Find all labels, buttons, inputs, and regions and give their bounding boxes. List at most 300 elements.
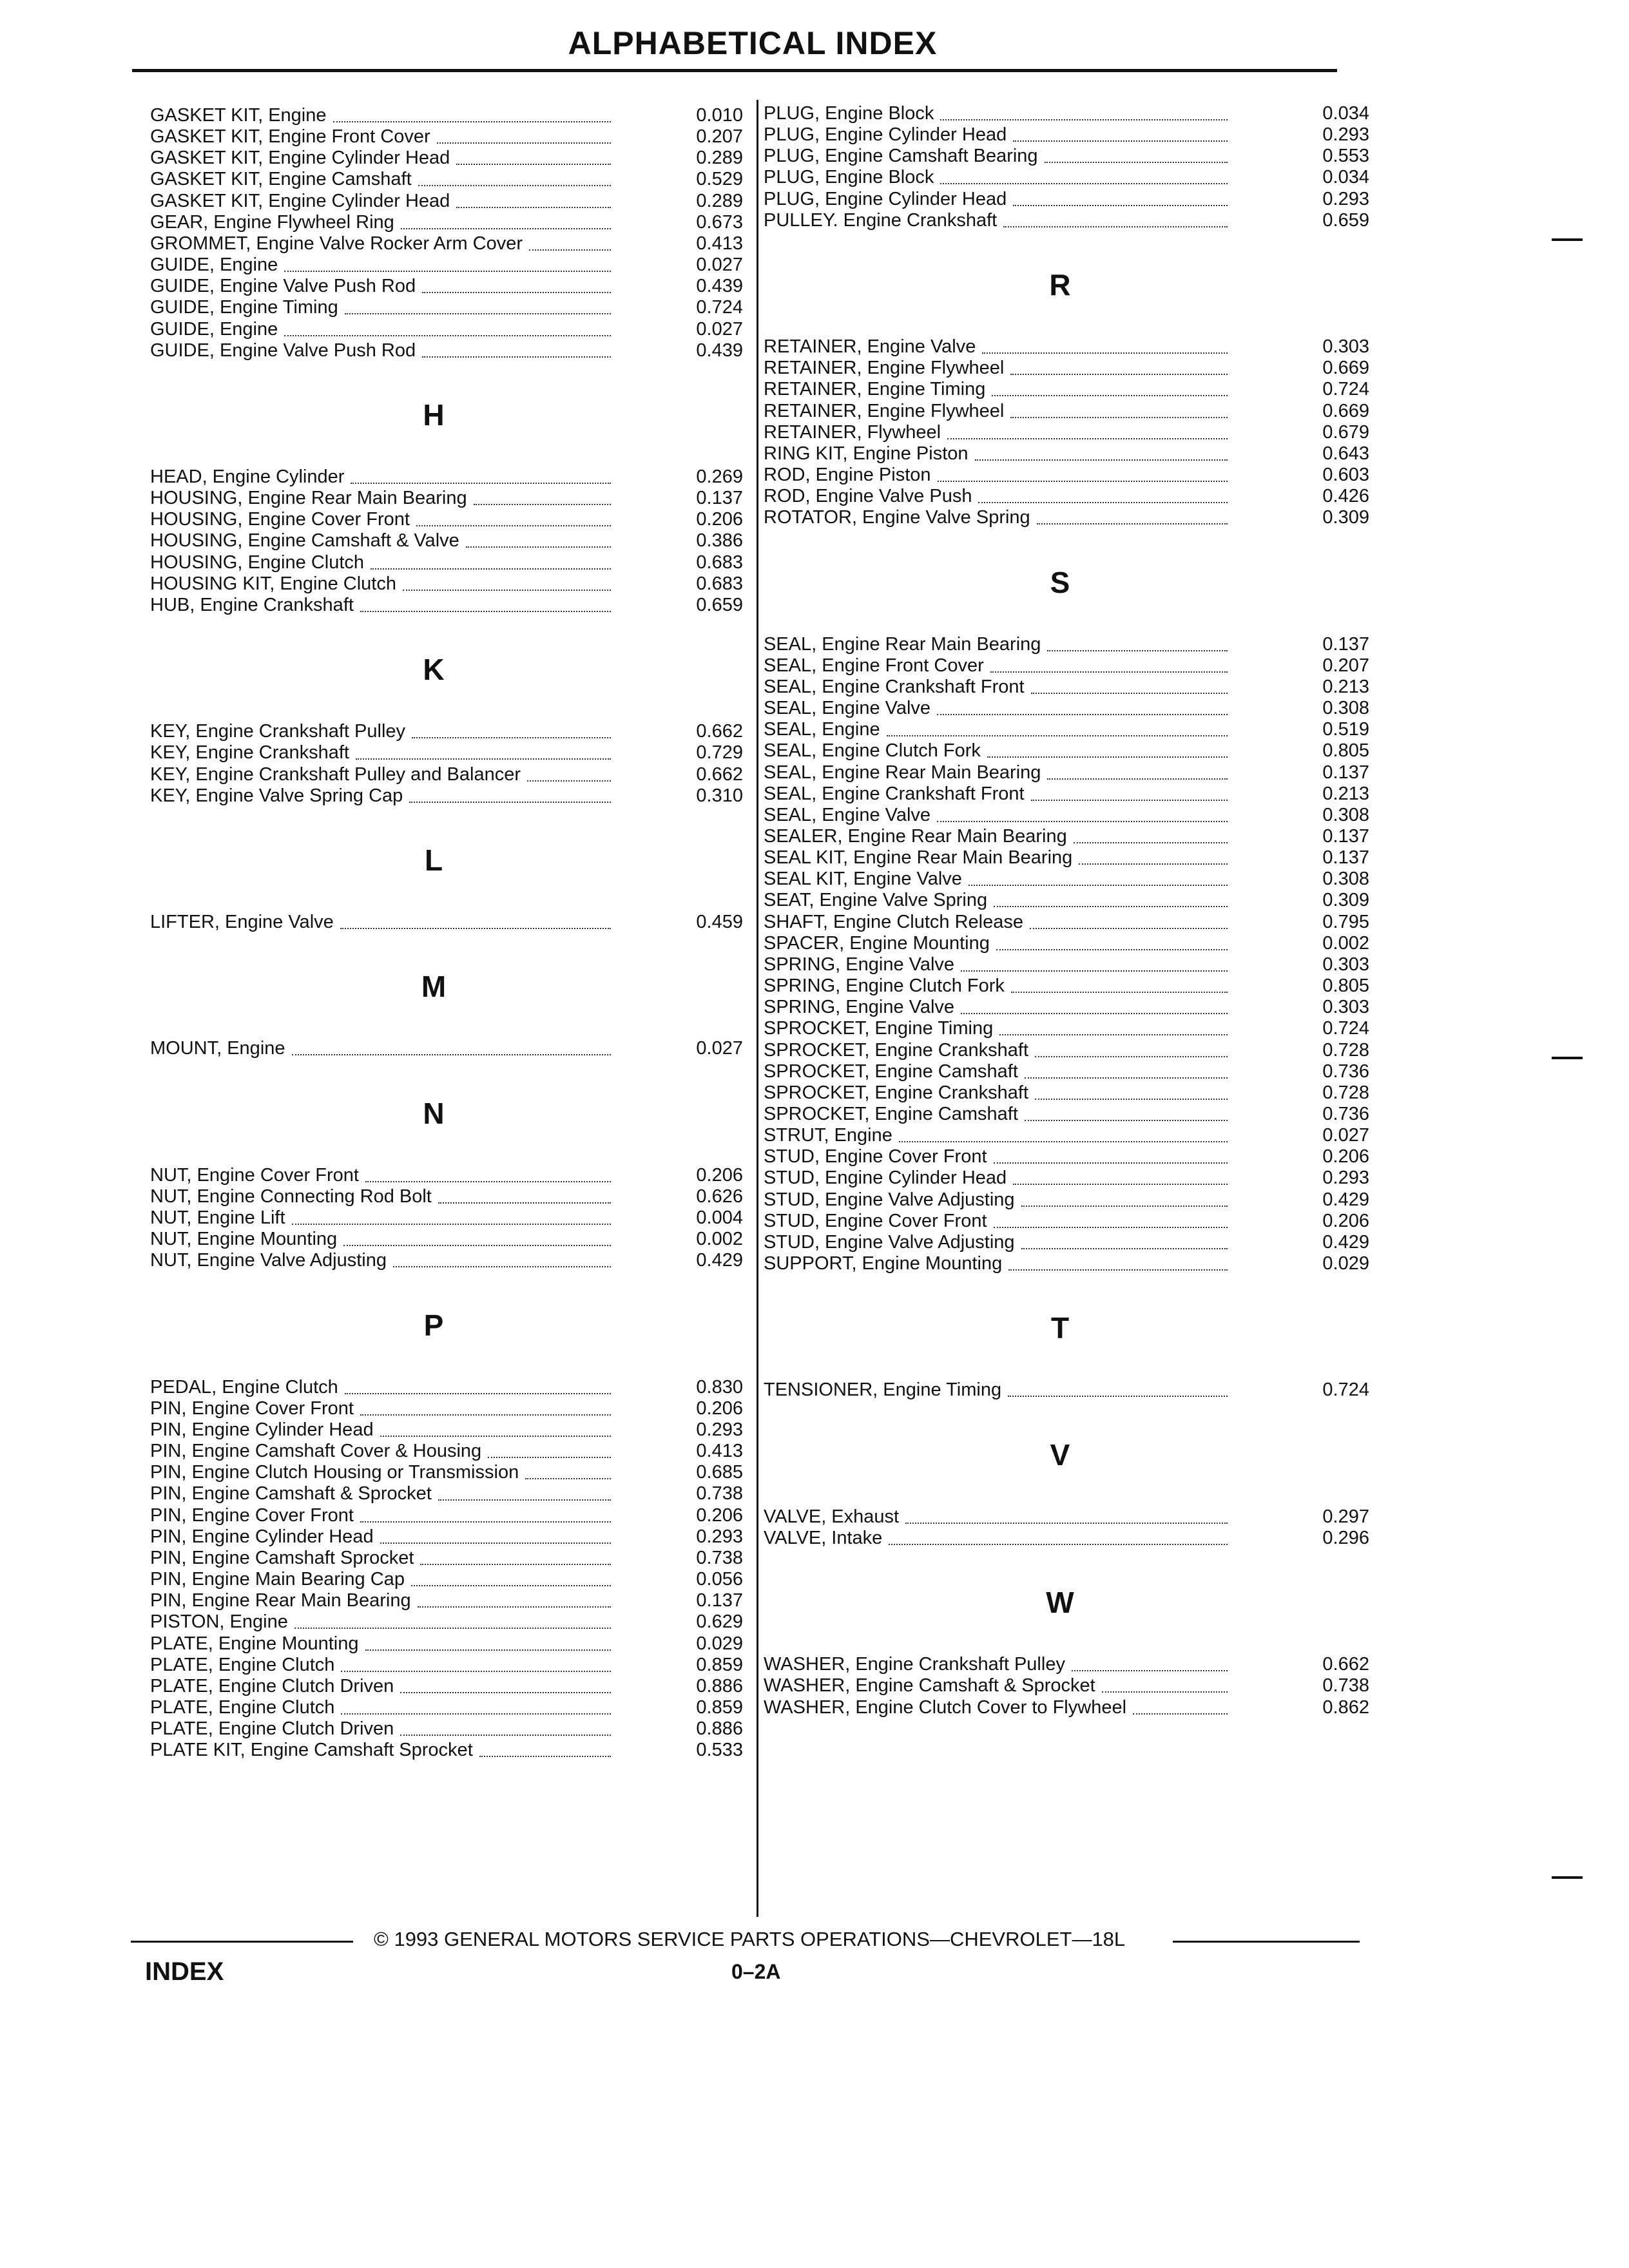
entry-page-ref: 0.213	[1322, 676, 1369, 697]
entry-name: LIFTER, Engine Valve	[150, 912, 334, 933]
dot-leader	[527, 780, 611, 782]
entry-name: GUIDE, Engine Valve Push Rod	[150, 276, 416, 297]
entry-name: WASHER, Engine Clutch Cover to Flywheel	[764, 1696, 1127, 1718]
entry-page-ref: 0.269	[696, 466, 743, 487]
dot-leader	[356, 758, 611, 760]
dot-leader	[365, 1649, 612, 1651]
entry-page-ref: 0.729	[696, 742, 743, 764]
entry-page-ref: 0.309	[1322, 890, 1369, 911]
margin-mark	[1552, 1876, 1583, 1879]
dot-leader	[889, 1544, 1228, 1545]
entry-name: GASKET KIT, Engine Cylinder Head	[150, 190, 450, 211]
index-entry	[150, 233, 743, 255]
dot-leader	[403, 590, 611, 591]
entry-name: SPRING, Engine Valve	[764, 997, 955, 1018]
entry-name: GEAR, Engine Flywheel Ring	[150, 211, 394, 233]
entry-page-ref: 0.010	[696, 105, 743, 126]
entry-page-ref: 0.629	[696, 1611, 743, 1633]
entry-page-ref: 0.303	[1322, 336, 1369, 358]
entry-page-ref: 0.004	[696, 1207, 743, 1229]
entry-name: SEAL KIT, Engine Rear Main Bearing	[764, 847, 1073, 869]
index-entry	[150, 721, 743, 742]
dot-leader	[437, 142, 611, 144]
index-entry	[764, 1082, 1369, 1104]
entry-name: KEY, Engine Crankshaft Pulley	[150, 721, 406, 742]
dot-leader	[1031, 800, 1228, 801]
entry-page-ref: 0.736	[1322, 1061, 1369, 1082]
dot-leader	[474, 504, 611, 505]
index-entry	[150, 1229, 743, 1250]
index-entry	[150, 1740, 743, 1761]
entry-page-ref: 0.724	[1322, 379, 1369, 400]
entry-page-ref: 0.738	[1322, 1675, 1369, 1696]
index-entry	[150, 297, 743, 318]
entry-page-ref: 0.724	[1322, 1018, 1369, 1039]
section-letter: P	[423, 1308, 444, 1342]
index-entry	[764, 805, 1369, 826]
dot-leader	[420, 1564, 611, 1565]
dot-leader	[1013, 1184, 1228, 1185]
dot-leader	[994, 1227, 1228, 1228]
dot-leader	[438, 1202, 611, 1204]
index-entry	[764, 1675, 1369, 1696]
index-entry	[764, 336, 1369, 358]
index-entry	[764, 1528, 1369, 1549]
entry-name: STUD, Engine Cover Front	[764, 1210, 987, 1231]
entry-name: STUD, Engine Cover Front	[764, 1146, 987, 1168]
dot-leader	[393, 1266, 611, 1267]
entry-page-ref: 0.429	[1322, 1189, 1369, 1210]
index-entry	[764, 869, 1369, 890]
entry-page-ref: 0.002	[696, 1229, 743, 1250]
entry-page-ref: 0.683	[696, 552, 743, 573]
entry-page-ref: 0.738	[696, 1483, 743, 1504]
dot-leader	[284, 335, 611, 336]
index-entry	[150, 126, 743, 148]
dot-leader	[292, 1054, 611, 1055]
entry-name: KEY, Engine Valve Spring Cap	[150, 785, 403, 806]
page-title: ALPHABETICAL INDEX	[568, 25, 938, 61]
entry-name: NUT, Engine Lift	[150, 1207, 285, 1229]
dot-leader	[905, 1523, 1228, 1524]
index-entry	[764, 1018, 1369, 1039]
entry-page-ref: 0.289	[696, 148, 743, 169]
margin-mark	[1552, 1057, 1583, 1059]
dot-leader	[1037, 523, 1228, 524]
index-entry	[150, 169, 743, 190]
entry-page-ref: 0.886	[696, 1675, 743, 1696]
dot-leader	[1133, 1713, 1228, 1715]
entry-page-ref: 0.662	[1322, 1654, 1369, 1675]
entry-name: SPROCKET, Engine Camshaft	[764, 1061, 1018, 1082]
index-entry	[150, 1207, 743, 1229]
dot-leader	[422, 356, 611, 358]
entry-page-ref: 0.386	[696, 530, 743, 552]
entry-name: PLATE, Engine Clutch	[150, 1696, 335, 1718]
entry-name: PLATE, Engine Clutch Driven	[150, 1675, 394, 1696]
dot-leader	[1035, 1099, 1228, 1100]
entry-page-ref: 0.293	[696, 1526, 743, 1547]
section-letter: W	[1046, 1586, 1074, 1620]
entry-name: HUB, Engine Crankshaft	[150, 594, 354, 615]
title-rule	[132, 69, 1337, 72]
index-entry	[764, 1061, 1369, 1082]
section-letter: T	[1050, 1311, 1070, 1345]
entry-page-ref: 0.830	[696, 1376, 743, 1398]
entry-page-ref: 0.662	[696, 764, 743, 785]
entry-page-ref: 0.002	[1322, 932, 1369, 954]
dot-leader	[360, 611, 611, 612]
index-entry	[764, 443, 1369, 465]
index-entry	[764, 1253, 1369, 1274]
entry-page-ref: 0.308	[1322, 869, 1369, 890]
entry-name: PIN, Engine Rear Main Bearing	[150, 1590, 411, 1611]
index-entry	[764, 1654, 1369, 1675]
footer-section-label: INDEX	[145, 1957, 224, 1986]
entry-page-ref: 0.308	[1322, 698, 1369, 719]
entry-page-ref: 0.805	[1322, 975, 1369, 997]
entry-name: SEALER, Engine Rear Main Bearing	[764, 826, 1067, 847]
entry-name: PLUG, Engine Block	[764, 167, 934, 188]
entry-page-ref: 0.683	[696, 573, 743, 594]
dot-leader	[1008, 1396, 1228, 1397]
entry-page-ref: 0.293	[1322, 124, 1369, 146]
dot-leader	[982, 352, 1228, 354]
entry-page-ref: 0.439	[696, 340, 743, 361]
entry-name: PIN, Engine Camshaft & Sprocket	[150, 1483, 432, 1504]
dot-leader	[1021, 1248, 1228, 1249]
index-entry	[764, 1104, 1369, 1125]
entry-name: SEAL, Engine Valve	[764, 698, 931, 719]
index-entry	[764, 783, 1369, 805]
dot-leader	[345, 1393, 611, 1394]
index-entry	[150, 1462, 743, 1483]
entry-name: PIN, Engine Cylinder Head	[150, 1419, 374, 1440]
entry-name: NUT, Engine Connecting Rod Bolt	[150, 1186, 432, 1207]
entry-name: SPROCKET, Engine Camshaft	[764, 1103, 1018, 1124]
entry-name: HOUSING, Engine Cover Front	[150, 509, 410, 530]
entry-page-ref: 0.206	[696, 1164, 743, 1186]
entry-name: NUT, Engine Cover Front	[150, 1164, 359, 1186]
entry-name: GUIDE, Engine Valve Push Rod	[150, 340, 416, 361]
entry-name: PEDAL, Engine Clutch	[150, 1376, 338, 1398]
dot-leader	[412, 737, 611, 738]
entry-name: WASHER, Engine Crankshaft Pulley	[764, 1654, 1065, 1675]
entry-page-ref: 0.207	[1322, 655, 1369, 676]
entry-name: SEAL, Engine Crankshaft Front	[764, 676, 1025, 697]
dot-leader	[418, 185, 611, 186]
entry-page-ref: 0.310	[696, 785, 743, 806]
dot-leader	[996, 949, 1228, 950]
index-entry	[764, 890, 1369, 911]
index-entry	[764, 146, 1369, 167]
entry-page-ref: 0.673	[696, 211, 743, 233]
index-entry	[764, 847, 1369, 869]
entry-page-ref: 0.724	[696, 297, 743, 318]
index-entry	[150, 530, 743, 552]
index-entry	[764, 507, 1369, 528]
index-entry	[150, 276, 743, 297]
index-entry	[764, 698, 1369, 719]
entry-name: KEY, Engine Crankshaft	[150, 742, 349, 764]
dot-leader	[340, 928, 611, 929]
entry-page-ref: 0.303	[1322, 997, 1369, 1018]
dot-leader	[1045, 162, 1228, 163]
entry-page-ref: 0.137	[696, 488, 743, 509]
dot-leader	[401, 228, 611, 229]
footer-rule-left	[131, 1941, 353, 1943]
entry-name: STUD, Engine Valve Adjusting	[764, 1231, 1015, 1253]
dot-leader	[1047, 650, 1228, 651]
section-letter: S	[1050, 565, 1070, 599]
entry-name: SEAL, Engine Clutch Fork	[764, 740, 981, 762]
index-entry	[150, 1038, 743, 1059]
entry-name: GASKET KIT, Engine Cylinder Head	[150, 148, 450, 169]
entry-name: PIN, Engine Main Bearing Cap	[150, 1569, 405, 1590]
dot-leader	[994, 1162, 1228, 1164]
entry-page-ref: 0.293	[1322, 1168, 1369, 1189]
entry-page-ref: 0.413	[696, 233, 743, 254]
entry-name: SPACER, Engine Mounting	[764, 932, 990, 954]
dot-leader	[1025, 1077, 1228, 1079]
index-entry	[764, 677, 1369, 698]
section-letter: H	[423, 398, 445, 432]
entry-page-ref: 0.027	[696, 255, 743, 276]
index-entry	[764, 189, 1369, 210]
entry-name: SEAL, Engine Rear Main Bearing	[764, 762, 1041, 783]
index-entry	[150, 1590, 743, 1611]
entry-page-ref: 0.056	[696, 1569, 743, 1590]
entry-name: SPROCKET, Engine Crankshaft	[764, 1082, 1029, 1103]
dot-leader	[360, 1521, 611, 1523]
index-entry	[150, 785, 743, 807]
entry-name: SEAL, Engine	[764, 719, 880, 740]
entry-page-ref: 0.137	[1322, 762, 1369, 783]
entry-page-ref: 0.206	[1322, 1210, 1369, 1231]
dot-leader	[400, 1692, 611, 1693]
entry-page-ref: 0.459	[696, 912, 743, 933]
dot-leader	[529, 249, 611, 251]
entry-page-ref: 0.297	[1322, 1506, 1369, 1527]
entry-name: PIN, Engine Cylinder Head	[150, 1526, 374, 1547]
dot-leader	[1013, 205, 1228, 206]
entry-page-ref: 0.029	[1322, 1253, 1369, 1274]
entry-page-ref: 0.293	[696, 1419, 743, 1440]
index-entry	[150, 509, 743, 530]
entry-page-ref: 0.027	[696, 318, 743, 340]
dot-leader	[333, 121, 612, 122]
dot-leader	[937, 821, 1228, 822]
index-entry	[150, 1569, 743, 1590]
index-entry	[150, 488, 743, 509]
dot-leader	[1074, 842, 1228, 843]
entry-name: SPRING, Engine Clutch Fork	[764, 975, 1005, 997]
dot-leader	[994, 906, 1228, 907]
entry-page-ref: 0.529	[696, 169, 743, 190]
dot-leader	[961, 1013, 1228, 1014]
entry-name: NUT, Engine Mounting	[150, 1229, 338, 1250]
dot-leader	[978, 502, 1228, 503]
entry-name: PLATE, Engine Clutch	[150, 1654, 335, 1675]
entry-name: SEAL, Engine Valve	[764, 804, 931, 825]
entry-page-ref: 0.296	[1322, 1527, 1369, 1548]
index-entry	[764, 933, 1369, 954]
dot-leader	[1079, 863, 1228, 865]
index-entry	[764, 826, 1369, 847]
entry-name: PIN, Engine Cover Front	[150, 1504, 354, 1526]
entry-page-ref: 0.862	[1322, 1696, 1369, 1718]
index-entry	[150, 1398, 743, 1419]
index-entry	[764, 1379, 1369, 1401]
dot-leader	[887, 735, 1228, 736]
dot-leader	[1047, 778, 1228, 780]
entry-name: GUIDE, Engine Timing	[150, 297, 338, 318]
entry-page-ref: 0.439	[696, 276, 743, 297]
dot-leader	[1072, 1670, 1228, 1671]
entry-page-ref: 0.303	[1322, 954, 1369, 975]
entry-name: SEAL, Engine Crankshaft Front	[764, 783, 1025, 804]
column-divider	[757, 100, 758, 1917]
entry-page-ref: 0.137	[696, 1590, 743, 1611]
dot-leader	[938, 481, 1228, 482]
entry-name: MOUNT, Engine	[150, 1038, 285, 1059]
dot-leader	[438, 1499, 611, 1501]
index-entry	[764, 655, 1369, 677]
entry-name: STRUT, Engine	[764, 1125, 892, 1146]
entry-name: STUD, Engine Valve Adjusting	[764, 1189, 1015, 1210]
index-entry	[150, 1548, 743, 1569]
entry-name: SUPPORT, Engine Mounting	[764, 1253, 1003, 1274]
index-entry	[764, 1168, 1369, 1189]
entry-name: VALVE, Exhaust	[764, 1506, 900, 1527]
entry-page-ref: 0.429	[696, 1250, 743, 1271]
entry-page-ref: 0.728	[1322, 1082, 1369, 1103]
entry-name: PLUG, Engine Block	[764, 103, 934, 124]
entry-name: NUT, Engine Valve Adjusting	[150, 1250, 387, 1271]
dot-leader	[987, 756, 1228, 758]
index-entry	[764, 1211, 1369, 1232]
entry-page-ref: 0.289	[696, 190, 743, 211]
entry-page-ref: 0.859	[696, 1654, 743, 1675]
entry-page-ref: 0.429	[1322, 1231, 1369, 1253]
entry-page-ref: 0.206	[696, 1398, 743, 1419]
footer-rule-right	[1173, 1941, 1360, 1943]
index-entry	[150, 1377, 743, 1398]
index-entry	[150, 1250, 743, 1271]
index-entry	[150, 764, 743, 785]
entry-page-ref: 0.659	[1322, 209, 1369, 231]
index-entry	[764, 422, 1369, 443]
entry-page-ref: 0.034	[1322, 167, 1369, 188]
dot-leader	[351, 483, 611, 484]
entry-name: KEY, Engine Crankshaft Pulley and Balancer	[150, 764, 521, 785]
dot-leader	[1010, 374, 1228, 375]
entry-page-ref: 0.669	[1322, 358, 1369, 379]
entry-page-ref: 0.728	[1322, 1039, 1369, 1061]
entry-page-ref: 0.736	[1322, 1103, 1369, 1124]
section-letter: V	[1050, 1437, 1070, 1472]
index-entry	[150, 1718, 743, 1740]
entry-page-ref: 0.859	[696, 1696, 743, 1718]
dot-leader	[940, 119, 1228, 120]
index-entry	[764, 634, 1369, 655]
entry-name: VALVE, Intake	[764, 1527, 883, 1548]
dot-leader	[411, 1585, 611, 1586]
entry-page-ref: 0.207	[696, 126, 743, 148]
index-entry	[764, 358, 1369, 379]
dot-leader	[899, 1141, 1228, 1142]
entry-name: GUIDE, Engine	[150, 255, 278, 276]
entry-page-ref: 0.643	[1322, 443, 1369, 464]
entry-page-ref: 0.795	[1322, 911, 1369, 932]
entry-name: SPROCKET, Engine Crankshaft	[764, 1039, 1029, 1061]
index-entry	[150, 191, 743, 212]
index-entry	[764, 719, 1369, 740]
dot-leader	[1013, 140, 1228, 142]
entry-page-ref: 0.426	[1322, 486, 1369, 507]
entry-page-ref: 0.886	[696, 1718, 743, 1740]
entry-page-ref: 0.027	[1322, 1125, 1369, 1146]
index-entry	[764, 912, 1369, 933]
dot-leader	[1008, 1269, 1228, 1271]
dot-leader	[975, 459, 1228, 461]
dot-leader	[343, 1245, 611, 1246]
index-entry	[150, 552, 743, 573]
dot-leader	[969, 885, 1228, 886]
index-entry	[150, 595, 743, 616]
index-entry	[150, 1441, 743, 1462]
dot-leader	[456, 207, 611, 208]
dot-leader	[1102, 1691, 1228, 1693]
entry-name: RETAINER, Engine Timing	[764, 379, 986, 400]
dot-leader	[409, 802, 611, 803]
section-letter: K	[423, 653, 445, 687]
entry-name: ROD, Engine Piston	[764, 465, 931, 485]
entry-name: HOUSING, Engine Camshaft & Valve	[150, 530, 459, 552]
entry-name: RETAINER, Engine Flywheel	[764, 358, 1005, 379]
dot-leader	[961, 970, 1228, 972]
dot-leader	[341, 1671, 611, 1672]
entry-name: PISTON, Engine	[150, 1611, 288, 1633]
dot-leader	[937, 714, 1228, 715]
entry-page-ref: 0.213	[1322, 783, 1369, 804]
entry-page-ref: 0.206	[1322, 1146, 1369, 1168]
entry-name: SEAL KIT, Engine Valve	[764, 869, 962, 890]
entry-name: PLUG, Engine Camshaft Bearing	[764, 146, 1038, 167]
entry-page-ref: 0.027	[696, 1038, 743, 1059]
entry-name: PLATE, Engine Clutch Driven	[150, 1718, 394, 1740]
entry-name: SEAT, Engine Valve Spring	[764, 890, 988, 911]
entry-page-ref: 0.603	[1322, 465, 1369, 485]
index-entry	[764, 401, 1369, 422]
entry-name: ROTATOR, Engine Valve Spring	[764, 507, 1030, 528]
section-letter: N	[423, 1096, 445, 1130]
dot-leader	[284, 271, 611, 272]
entry-name: WASHER, Engine Camshaft & Sprocket	[764, 1675, 1095, 1696]
index-entry	[764, 465, 1369, 486]
entry-page-ref: 0.308	[1322, 804, 1369, 825]
index-entry	[764, 1506, 1369, 1528]
entry-name: SPRING, Engine Valve	[764, 954, 955, 975]
entry-page-ref: 0.034	[1322, 103, 1369, 124]
dot-leader	[1030, 928, 1228, 929]
index-entry	[764, 1125, 1369, 1146]
entry-name: HOUSING, Engine Clutch	[150, 552, 365, 573]
index-entry	[764, 124, 1369, 146]
entry-name: SHAFT, Engine Clutch Release	[764, 911, 1023, 932]
index-entry	[764, 762, 1369, 783]
index-entry	[150, 319, 743, 340]
